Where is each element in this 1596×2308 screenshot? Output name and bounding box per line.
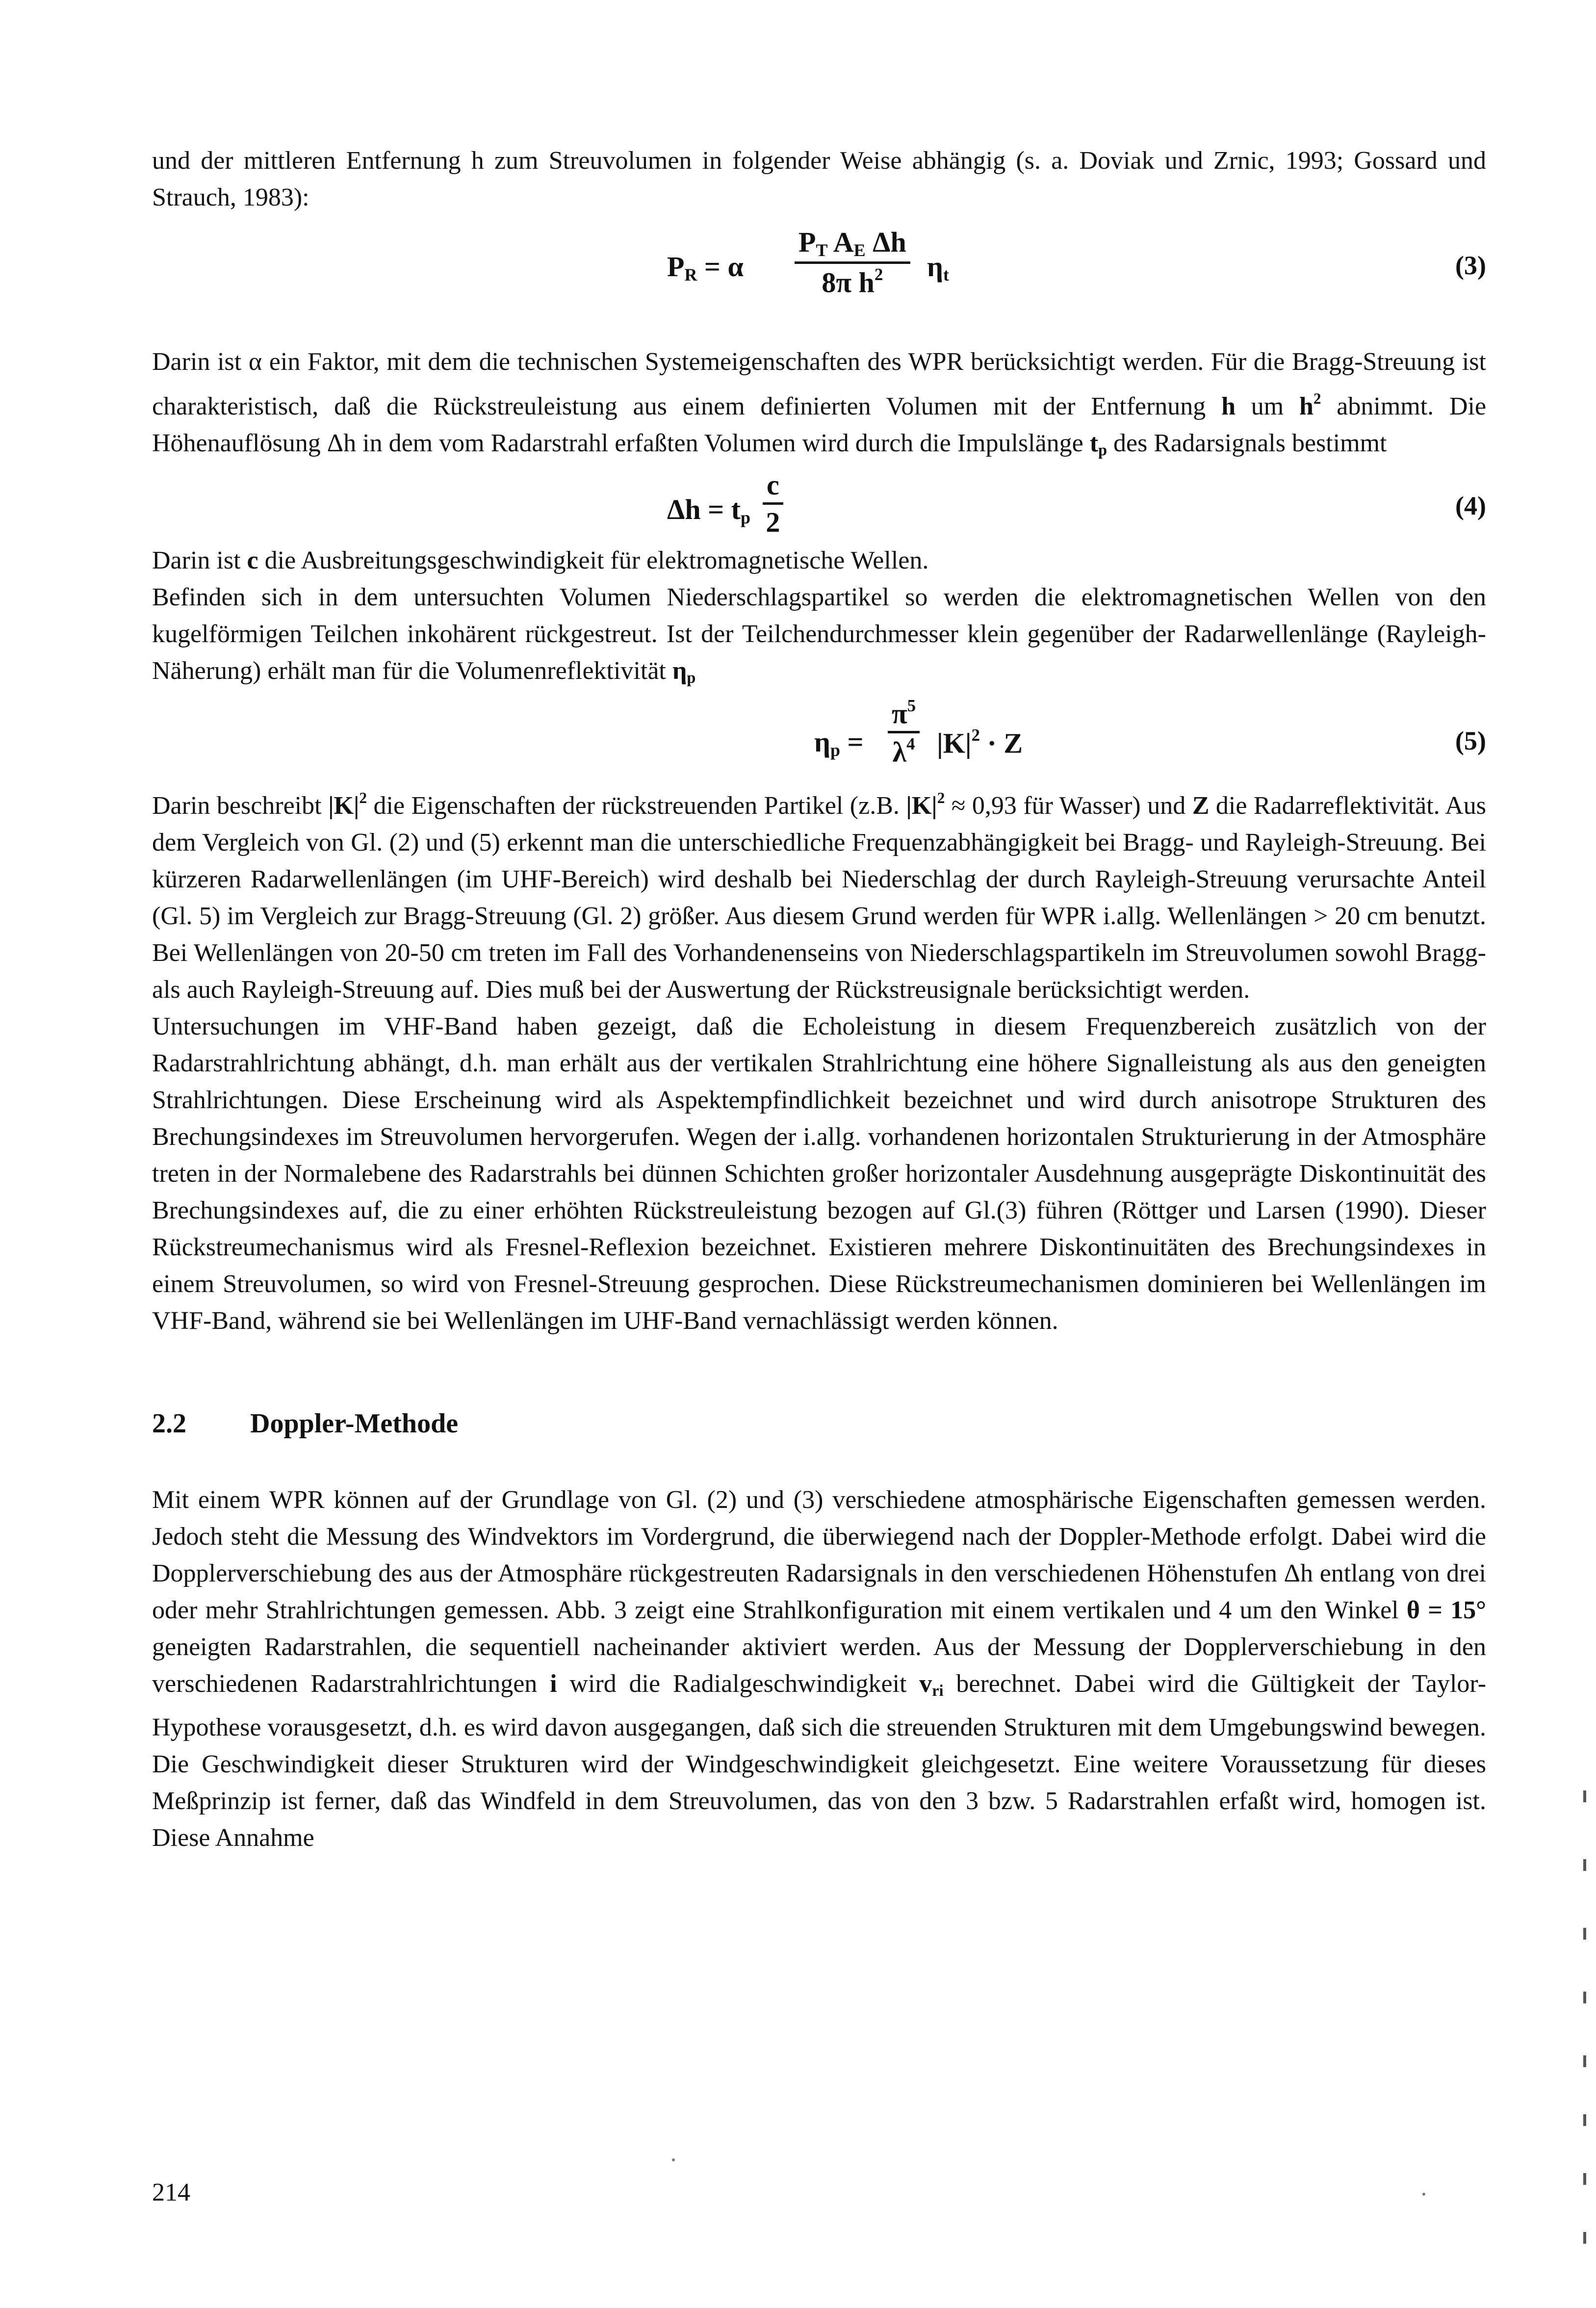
section-number: 2.2 bbox=[152, 1408, 186, 1439]
section-title: Doppler-Methode bbox=[250, 1408, 459, 1439]
eq4-number: (4) bbox=[1455, 491, 1486, 520]
paragraph-vhf: Untersuchungen im VHF-Band haben gezeigt, daß die Echoleistung in diesem Frequenzbereich zusätzlich von der Radarstrahlrichtung abhängt, d.h. man erhält aus der vertikalen Strahlrichtung eine höhere Signalleistung als aus den geneigten Strahlrichtungen. Diese Erscheinung wird als Aspektempfindlichkeit bezeichnet und wird durch anisotrope Strukturen des Brechungsindexes im Streuvolumen hervorgerufen. Wegen der i.allg. vorhandenen horizontalen Strukturierung in der Atmosphäre treten in der Normalebene des Radarstrahls bei dünnen Schichten großer horizontaler Ausdehnung ausgeprägte Diskontinuität des Brechungsindexes auf, die zu einer erhöhten Rückstreuleistung bezogen auf Gl.(3) führen (Röttger und Larsen (1990). Dieser Rückstreumechanismus wird als Fresnel-Reflexion bezeichnet. Existieren mehrere Diskontinuitäten des Brechungsindexes in einem Streuvolumen, so wird von Fresnel-Streuung gesprochen. Diese Rückstreumechanismen dominieren bei Wellenlängen im VHF-Band, während sie bei Wellenlängen im UHF-Band vernachlässigt werden können. bbox=[152, 1012, 1486, 1335]
eq5-lhs: $\eta_p$ = bbox=[814, 726, 864, 760]
scan-margin-marks bbox=[1567, 1790, 1596, 2281]
eq3-lhs: $P_R = \alpha$ bbox=[667, 251, 744, 285]
eq5-rest: $|K|^2 \cdot Z$ bbox=[937, 725, 1023, 759]
page-body bbox=[152, 142, 1486, 1856]
equation-4 bbox=[152, 468, 1486, 542]
eq4-lhs: $\Delta h = t_p$ bbox=[667, 493, 750, 527]
paragraph-darin-beschreibt: Darin beschreibt $|K|^2$ die Eigenschaften der rückstreuenden Partikel (z.B. $|K|^2 \approx 0,93$ für Wasser) und Z die Radarreflektivität. Aus dem Vergleich von Gl. (2) und (5) erkennt man die unterschiedliche Frequenzabhängigkeit bei Bragg- und Rayleigh-Streuung. Bei kürzeren Radarwellenlängen (im UHF-Bereich) wird deshalb bei Niederschlag der durch Rayleigh-Streuung verursachte Anteil (Gl. 5) im Vergleich zur Bragg-Streuung (Gl. 2) größer. Aus diesem Grund werden für WPR i.allg. Wellenlängen > 20 cm benutzt. Bei Wellenlängen von 20-50 cm treten im Fall des Vorhandenenseins von Niederschlagspartikeln im Streuvolumen sowohl Bragg- als auch Rayleigh-Streuung auf. Dies muß bei der Auswertung der Rückstreusignale berücksichtigt werden. bbox=[152, 789, 1487, 1004]
paragraph-bragg: Darin ist α ein Faktor, mit dem die technischen Systemeigenschaften des WPR berücksichtigt werden. Für die Bragg-Streuung ist charakteristisch, daß die Rückstreuleistung aus einem definierten Volumen mit der Entfernung h um $h^2$ abnimmt. Die Höhenauflösung Δh in dem vom Radarstrahl erfaßten Volumen wird durch die Impulslänge $t_p$ des Radarsignals bestimmt bbox=[152, 348, 1487, 459]
eq3-fraction: $\frac{P_T A_E \Delta h}{8\pi h^2}$ bbox=[795, 226, 910, 299]
paragraph-doppler: Mit einem WPR können auf der Grundlage von Gl. (2) und (3) verschiedene atmosphärische Eigenschaften gemessen werden. Jedoch steht die Messung des Windvektors im Vordergrund, die überwiegend nach der Doppler-Methode erfolgt. Dabei wird die Dopplerverschiebung des aus der Atmosphäre rückgestreuten Radarsignals in den verschiedenen Höhenstufen Δh entlang von drei oder mehr Strahlrichtungen gemessen. Abb. 3 zeigt eine Strahlkonfiguration mit einem vertikalen und 4 um den Winkel θ = 15° geneigten Radarstrahlen, die sequentiell nacheinander aktiviert werden. Aus der Messung der Dopplerverschiebung in den verschiedenen Radarstrahlrichtungen i wird die Radialgeschwindigkeit $v_{ri}$ berechnet. Dabei wird die Gültigkeit der Taylor-Hypothese vorausgesetzt, d.h. es wird davon ausgegangen, daß sich die streuenden Strukturen mit dem Umgebungswind bewegen. Die Geschwindigkeit dieser Strukturen wird der Windgeschwindigkeit gleichgesetzt. Eine weitere Voraussetzung für dieses Meßprinzip ist ferner, daß das Windfeld in dem Streuvolumen, das von den 3 bzw. 5 Radarstrahlen erfaßt wird, homogen ist. Diese Annahme bbox=[152, 1485, 1487, 1852]
section-heading bbox=[152, 1408, 1486, 1445]
eq5-number: (5) bbox=[1455, 726, 1486, 755]
paragraph-befinden: Befinden sich in dem untersuchten Volumen Niederschlagspartikel so werden die elektromagnetischen Wellen von den kugelförmigen Teilchen inkohärent rückgestreut. Ist der Teilchendurchmesser klein gegenüber der Radarwellenlänge (Rayleigh-Näherung) erhält man für die Volumenreflektivität $\eta_p$ bbox=[152, 583, 1486, 686]
paragraph-intro: und der mittleren Entfernung h zum Streuvolumen in folgender Weise abhängig (s. a. Doviak und Zrnic, 1993; Gossard und Strauch, 1983): bbox=[152, 147, 1486, 211]
scan-dust-dot bbox=[1422, 2193, 1425, 2196]
equation-5 bbox=[152, 696, 1486, 779]
page-number: 214 bbox=[152, 2178, 190, 2206]
scan-dust-dot bbox=[672, 2158, 675, 2161]
eq3-eta: $\eta_t$ bbox=[927, 251, 949, 285]
eq3-number: (3) bbox=[1455, 251, 1486, 280]
paragraph-c: Darin ist c die Ausbreitungsgeschwindigkeit für elektromagnetische Wellen. bbox=[152, 546, 929, 574]
eq4-fraction: $\frac{c}{2}$ bbox=[763, 468, 783, 539]
equation-3 bbox=[152, 216, 1486, 321]
eq5-fraction: $\frac{\pi^5}{\lambda^4}$ bbox=[888, 696, 920, 769]
